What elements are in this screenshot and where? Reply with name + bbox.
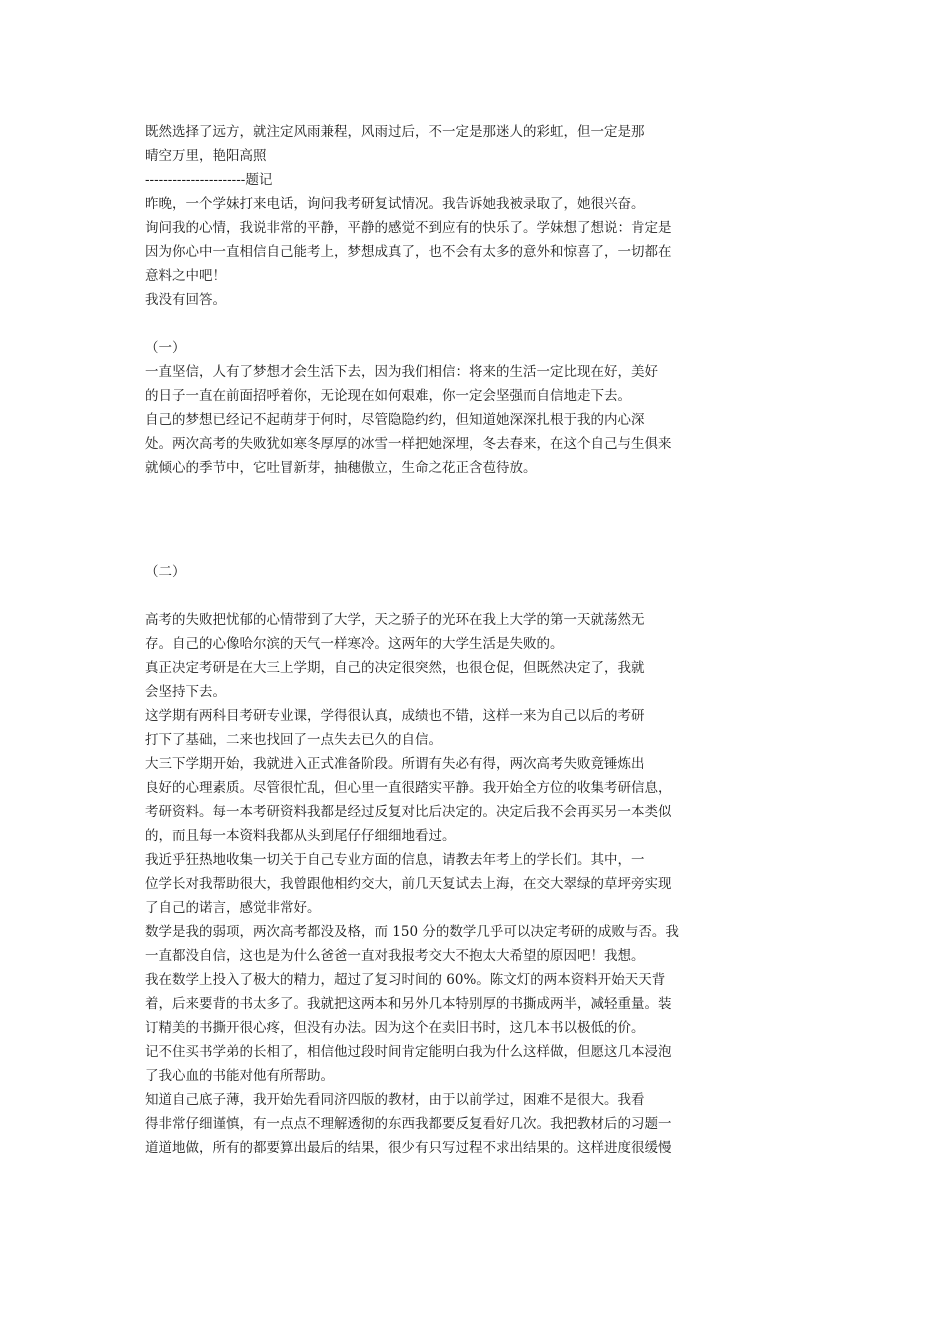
paragraph-line: 的，而且每一本资料我都从头到尾仔仔细细地看过。	[145, 828, 456, 844]
paragraph-line: 良好的心理素质。尽管很忙乱，但心里一直很踏实平静。我开始全方位的收集考研信息，	[145, 780, 672, 796]
paragraph-line: 这学期有两科目考研专业课，学得很认真，成绩也不错，这样一来为自己以后的考研	[145, 708, 645, 724]
paragraph-line: 了自己的诺言，感觉非常好。	[145, 900, 321, 916]
paragraph-line: 大三下学期开始，我就进入正式准备阶段。所谓有失必有得，两次高考失败竟锤炼出	[145, 756, 645, 772]
intro-line: 我没有回答。	[145, 292, 226, 308]
paragraph-line: 记不住买书学弟的长相了，相信他过段时间肯定能明白我为什么这样做，但愿这几本浸泡	[145, 1044, 672, 1060]
intro-block	[145, 120, 725, 312]
section-one	[145, 336, 725, 480]
paragraph-line: 处。两次高考的失败犹如寒冬厚厚的冰雪一样把她深埋，冬去春来，在这个自己与生俱来	[145, 436, 672, 452]
paragraph-line: 得非常仔细谨慎，有一点点不理解透彻的东西我都要反复看好几次。我把教材后的习题一	[145, 1116, 672, 1132]
paragraph-line: 真正决定考研是在大三上学期，自己的决定很突然，也很仓促，但既然决定了，我就	[145, 660, 645, 676]
paragraph-line: 一直坚信，人有了梦想才会生活下去，因为我们相信：将来的生活一定比现在好，美好	[145, 364, 658, 380]
paragraph-line: 高考的失败把忧郁的心情带到了大学，天之骄子的光环在我上大学的第一天就荡然无	[145, 612, 645, 628]
paragraph-line: 着，后来要背的书太多了。我就把这两本和另外几本特别厚的书撕成两半，减轻重量。装	[145, 996, 672, 1012]
section-heading: （二）	[145, 564, 186, 580]
paragraph-line: 订精美的书撕开很心疼，但没有办法。因为这个在卖旧书时，这几本书以极低的价。	[145, 1020, 645, 1036]
intro-line: 意料之中吧！	[145, 268, 226, 284]
intro-line: 询问我的心情，我说非常的平静，平静的感觉不到应有的快乐了。学妹想了想说：肯定是	[145, 220, 672, 236]
intro-line: 因为你心中一直相信自己能考上，梦想成真了，也不会有太多的意外和惊喜了，一切都在	[145, 244, 672, 260]
paragraph-line: 位学长对我帮助很大，我曾跟他相约交大，前几天复试去上海，在交大翠绿的草坪旁实现	[145, 876, 672, 892]
intro-line: 昨晚，一个学妹打来电话，询问我考研复试情况。我告诉她我被录取了，她很兴奋。	[145, 196, 645, 212]
paragraph-line: 考研资料。每一本考研资料我都是经过反复对比后决定的。决定后我不会再买另一本类似	[145, 804, 672, 820]
paragraph-line: 了我心血的书能对他有所帮助。	[145, 1068, 334, 1084]
paragraph-line: 一直都没自信，这也是为什么爸爸一直对我报考交大不抱太大希望的原因吧！我想。	[145, 948, 645, 964]
paragraph-line: 自己的梦想已经记不起萌芽于何时，尽管隐隐约约，但知道她深深扎根于我的内心深	[145, 412, 645, 428]
paragraph-line: 存。自己的心像哈尔滨的天气一样寒冷。这两年的大学生活是失败的。	[145, 636, 564, 652]
intro-line: 既然选择了远方，就注定风雨兼程，风雨过后，不一定是那迷人的彩虹，但一定是那	[145, 124, 645, 140]
section-heading: （一）	[145, 340, 186, 356]
section-two	[145, 560, 725, 1160]
paragraph-line: 打下了基础，二来也找回了一点失去已久的自信。	[145, 732, 442, 748]
document-body	[145, 120, 725, 1160]
epigraph-signature: ----------------------题记	[145, 172, 273, 188]
paragraph-line: 就倾心的季节中，它吐冒新芽，抽穗傲立，生命之花正含苞待放。	[145, 460, 537, 476]
paragraph-line: 的日子一直在前面招呼着你，无论现在如何艰难，你一定会坚强而自信地走下去。	[145, 388, 631, 404]
paragraph-line: 我在数学上投入了极大的精力，超过了复习时间的 60%。陈文灯的两本资料开始天天背	[145, 972, 666, 988]
intro-line: 晴空万里，艳阳高照	[145, 148, 267, 164]
paragraph-line: 会坚持下去。	[145, 684, 226, 700]
paragraph-line: 数学是我的弱项，两次高考都没及格，而 150 分的数学几乎可以决定考研的成败与否。我	[145, 924, 679, 940]
paragraph-line: 道道地做，所有的都要算出最后的结果，很少有只写过程不求出结果的。这样进度很缓慢	[145, 1140, 672, 1156]
paragraph-line: 我近乎狂热地收集一切关于自己专业方面的信息，请教去年考上的学长们。其中，一	[145, 852, 645, 868]
paragraph-line: 知道自己底子薄，我开始先看同济四版的教材，由于以前学过，困难不是很大。我看	[145, 1092, 645, 1108]
